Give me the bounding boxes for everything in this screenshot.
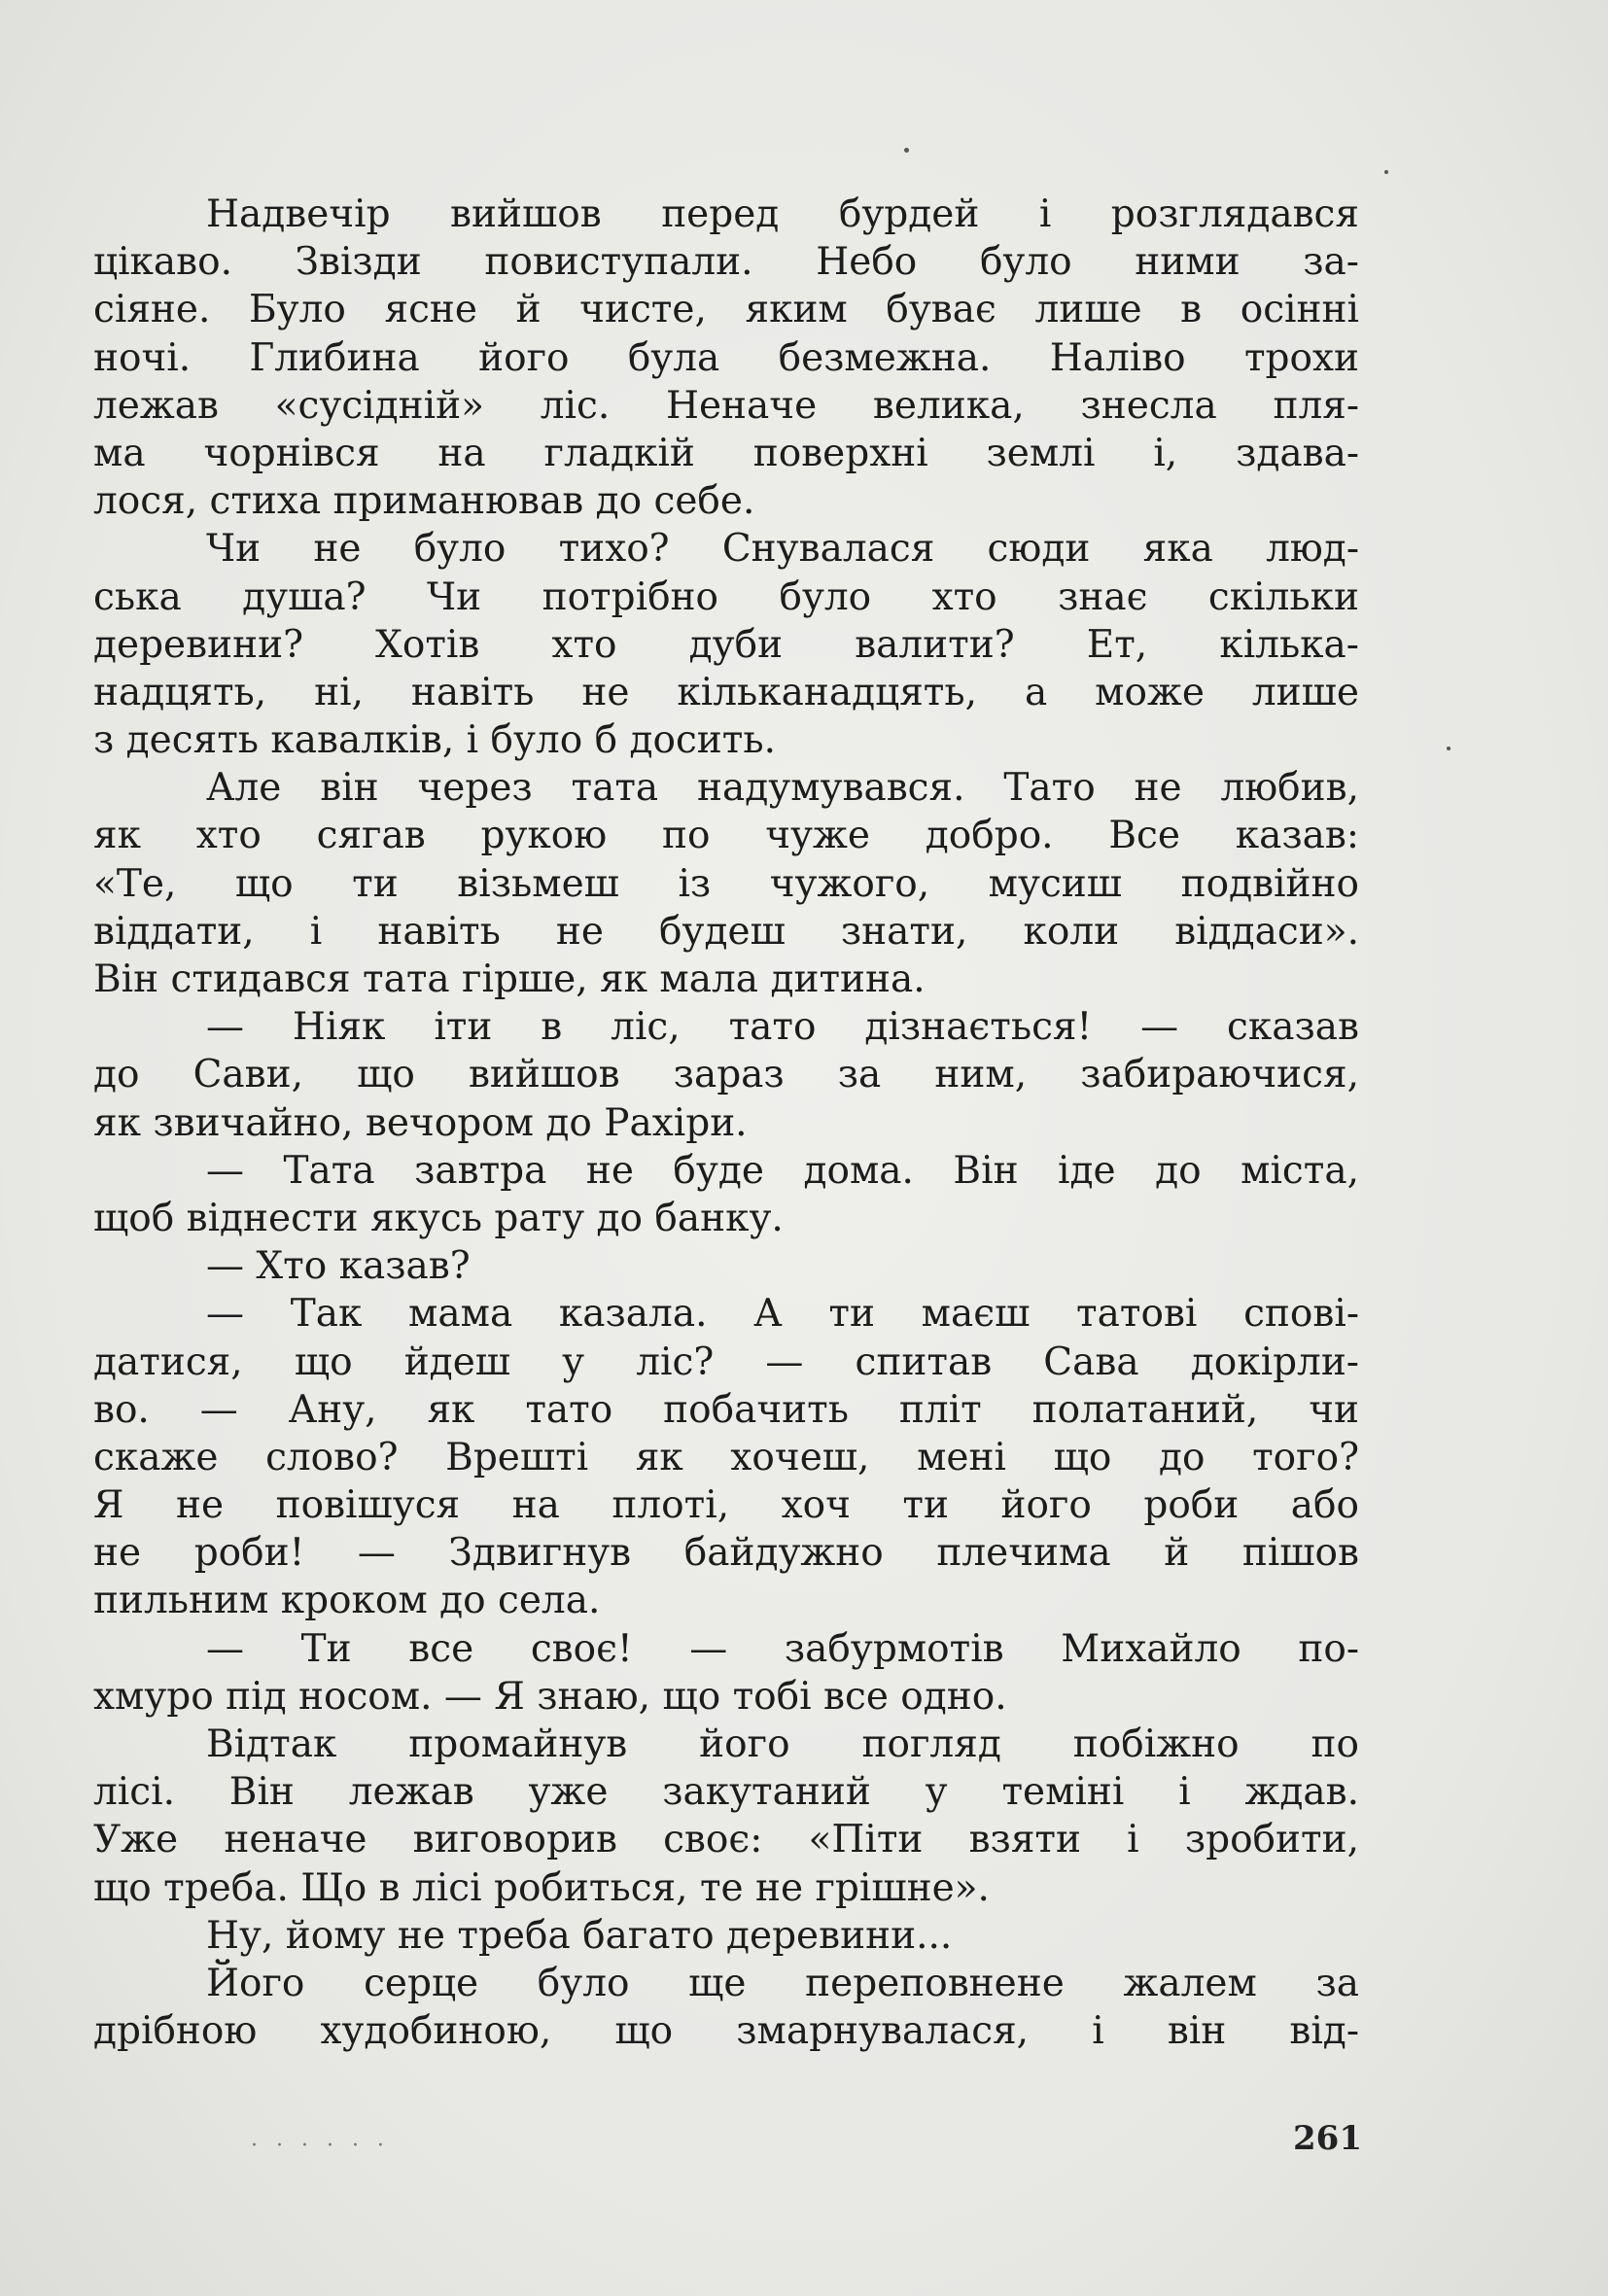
text-line: деревини? Хотів хто дуби валити? Ет, кілька- [93,622,1359,667]
text-line: цікаво. Звізди повиступали. Небо було ними за- [93,240,1359,285]
text-line: скаже слово? Врешті як хочеш, мені що до того? [93,1435,1359,1479]
print-speck [1447,747,1451,750]
body-text [93,191,1359,2055]
text-line: — Хто казав? [206,1244,471,1289]
text-line: сіяне. Було ясне й чисте, яким буває лише в осінні [93,288,1359,332]
text-line: Ну, йому не треба багато деревини... [206,1913,953,1958]
text-line: Я не повішуся на плоті, хоч ти його роби або [93,1483,1359,1528]
print-speck [904,148,909,153]
text-line: з десять кавалків, і було б досить. [93,718,776,763]
text-line: ма чорнівся на гладкій поверхні землі і, здава- [93,431,1359,475]
text-line: надцять, ні, навіть не кільканадцять, а може лише [93,670,1359,714]
text-line: Але він через тата надумувався. Тато не любив, [206,766,1359,811]
text-line: — Ніяк іти в ліс, тато дізнається! — сказав [206,1005,1359,1050]
text-line: Його серце було ще переповнене жалем за [206,1961,1359,2005]
text-line: лісі. Він лежав уже закутаний у теміні і ждав. [93,1770,1359,1815]
text-line: що треба. Що в лісі робиться, те не грішне». [93,1865,990,1910]
text-line: Відтак промайнув його погляд побіжно по [206,1722,1359,1766]
page-number: 261 [1293,2119,1362,2158]
text-line: Він стидався тата гірше, як мала дитина. [93,957,926,1001]
text-line: — Так мама казала. А ти маєш татові спові- [206,1292,1359,1337]
text-line: датися, що йдеш у ліс? — спитав Сава докірли- [93,1339,1359,1384]
text-line: щоб віднести якусь рату до банку. [93,1196,784,1240]
text-line: пильним кроком до села. [93,1579,601,1623]
text-line: — Ти все своє! — забурмотів Михайло по- [206,1626,1359,1671]
text-line: ночі. Глибина його була безмежна. Наліво трохи [93,335,1359,380]
print-speck [1384,170,1388,174]
text-line: Уже неначе виговорив своє: «Піти взяти і зробити, [93,1818,1359,1862]
text-line: дрібною худобиною, що змарнувалася, і він від- [93,2009,1359,2054]
text-line: як хто сягав рукою по чуже добро. Все казав: [93,814,1359,858]
text-line: — Тата завтра не буде дома. Він іде до міста, [206,1148,1359,1193]
text-line: не роби! — Здвигнув байдужно плечима й пішов [93,1531,1359,1576]
text-line: хмуро під носом. — Я знаю, що тобі все одно. [93,1674,1007,1719]
text-line: лося, стиха приманював до себе. [93,479,755,524]
text-line: Надвечір вийшов перед бурдей і розглядався [206,192,1359,236]
text-line: віддати, і навіть не будеш знати, коли віддаси». [93,909,1359,954]
text-line: Чи не було тихо? Снувалася сюди яка люд- [206,527,1359,572]
text-line: во. — Ану, як тато побачить пліт полатаний, чи [93,1387,1359,1432]
text-line: ська душа? Чи потрібно було хто знає скільки [93,574,1359,619]
text-line: лежав «сусідній» ліс. Неначе велика, знесла пля- [93,383,1359,428]
text-line: як звичайно, вечором до Рахіри. [93,1100,748,1145]
text-line: «Те, що ти візьмеш із чужого, мусиш подвійно [93,861,1359,906]
text-line: до Сави, що вийшов зараз за ним, забираючися, [93,1053,1359,1097]
print-specks: · · · · · · [251,2134,390,2158]
